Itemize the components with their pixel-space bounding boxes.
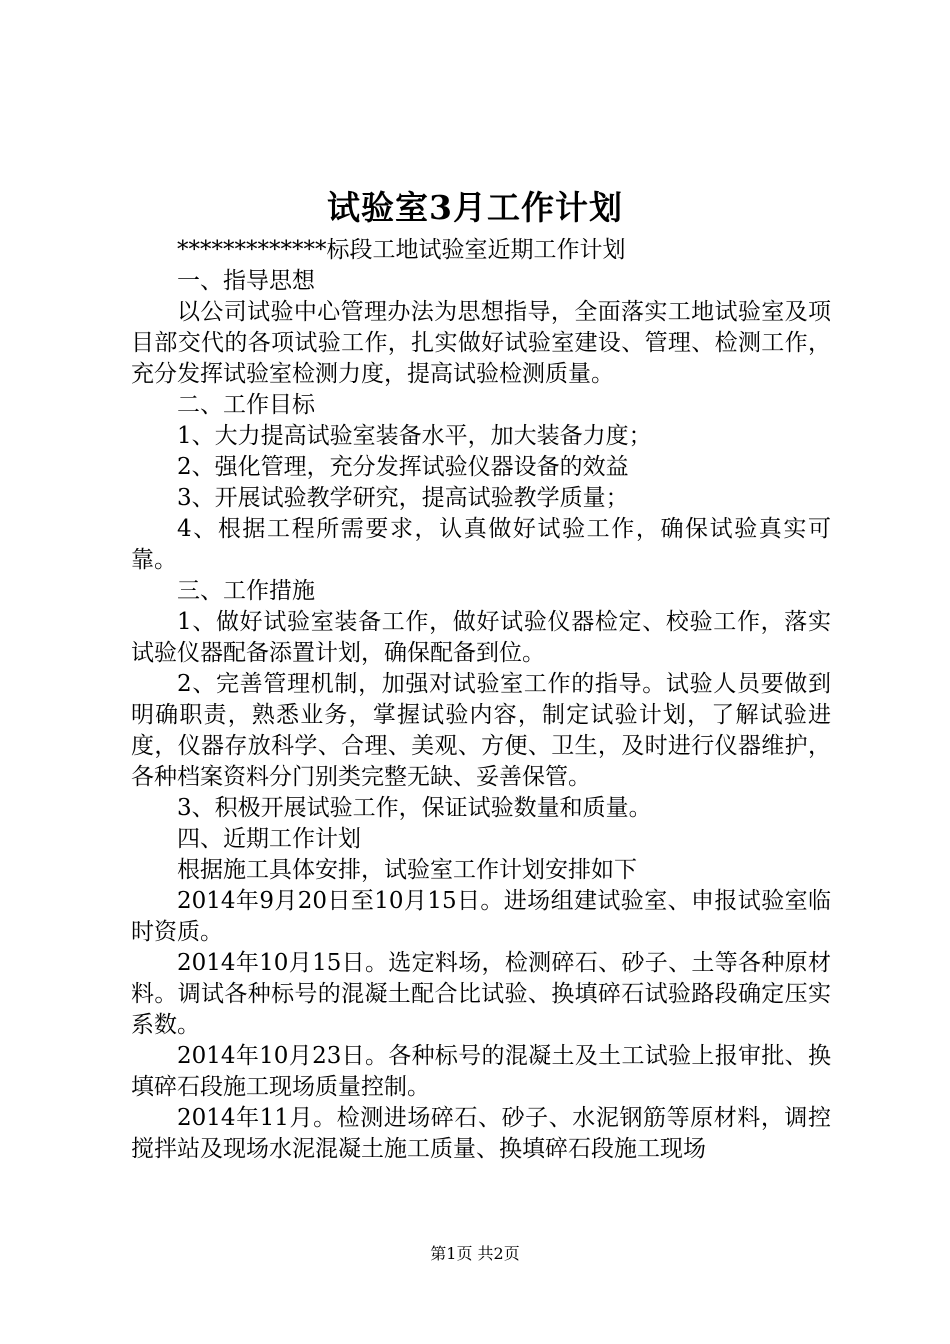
document-title: 试验室3月工作计划	[327, 188, 623, 227]
goal-item-1: 1、大力提高试验室装备水平，加大装备力度；	[177, 423, 652, 449]
section-heading-4: 四、近期工作计划	[177, 826, 361, 852]
section-heading-1: 一、指导思想	[177, 268, 315, 294]
paragraph: 以公司试验中心管理办法为思想指导，全面落实工地试验室及项目部交代的各项试验工作，扎实做好试验室建设、管理、检测工作，充分发挥试验室检测力度，提高试验检测质量。	[131, 299, 831, 387]
plan-item-3: 2014年10月23日。各种标号的混凝土及土工试验上报审批、换填碎石段施工现场质量控制。	[131, 1043, 831, 1100]
measure-item-2: 2、完善管理机制，加强对试验室工作的指导。试验人员要做到明确职责，熟悉业务，掌握试验内容，制定试验计划，了解试验进度，仪器存放科学、合理、美观、方便、卫生，及时进行仪器维护，各种档案资料分门别类完整无缺、妥善保管。	[131, 671, 831, 790]
goal-item-4: 4、根据工程所需要求，认真做好试验工作，确保试验真实可靠。	[131, 516, 831, 573]
measure-item-1: 1、做好试验室装备工作，做好试验仪器检定、校验工作，落实试验仪器配备添置计划，确保配备到位。	[131, 609, 831, 666]
page-footer: 第1页 共2页	[430, 1244, 520, 1263]
goal-item-3: 3、开展试验教学研究，提高试验教学质量；	[177, 485, 629, 511]
section-heading-3: 三、工作措施	[177, 578, 315, 604]
plan-item-1: 2014年9月20日至10月15日。进场组建试验室、申报试验室临时资质。	[131, 888, 831, 945]
section-heading-2: 二、工作目标	[177, 392, 315, 418]
document-body	[131, 235, 831, 1165]
measure-item-3: 3、积极开展试验工作，保证试验数量和质量。	[177, 795, 652, 821]
subtitle-paragraph: *************标段工地试验室近期工作计划	[177, 237, 626, 263]
plan-intro: 根据施工具体安排，试验室工作计划安排如下	[177, 857, 637, 883]
goal-item-2: 2、强化管理，充分发挥试验仪器设备的效益	[177, 454, 629, 480]
plan-item-2: 2014年10月15日。选定料场，检测碎石、砂子、土等各种原材料。调试各种标号的混凝土配合比试验、换填碎石试验路段确定压实系数。	[131, 950, 831, 1038]
plan-item-4: 2014年11月。检测进场碎石、砂子、水泥钢筋等原材料，调控搅拌站及现场水泥混凝土施工质量、换填碎石段施工现场	[131, 1105, 831, 1162]
